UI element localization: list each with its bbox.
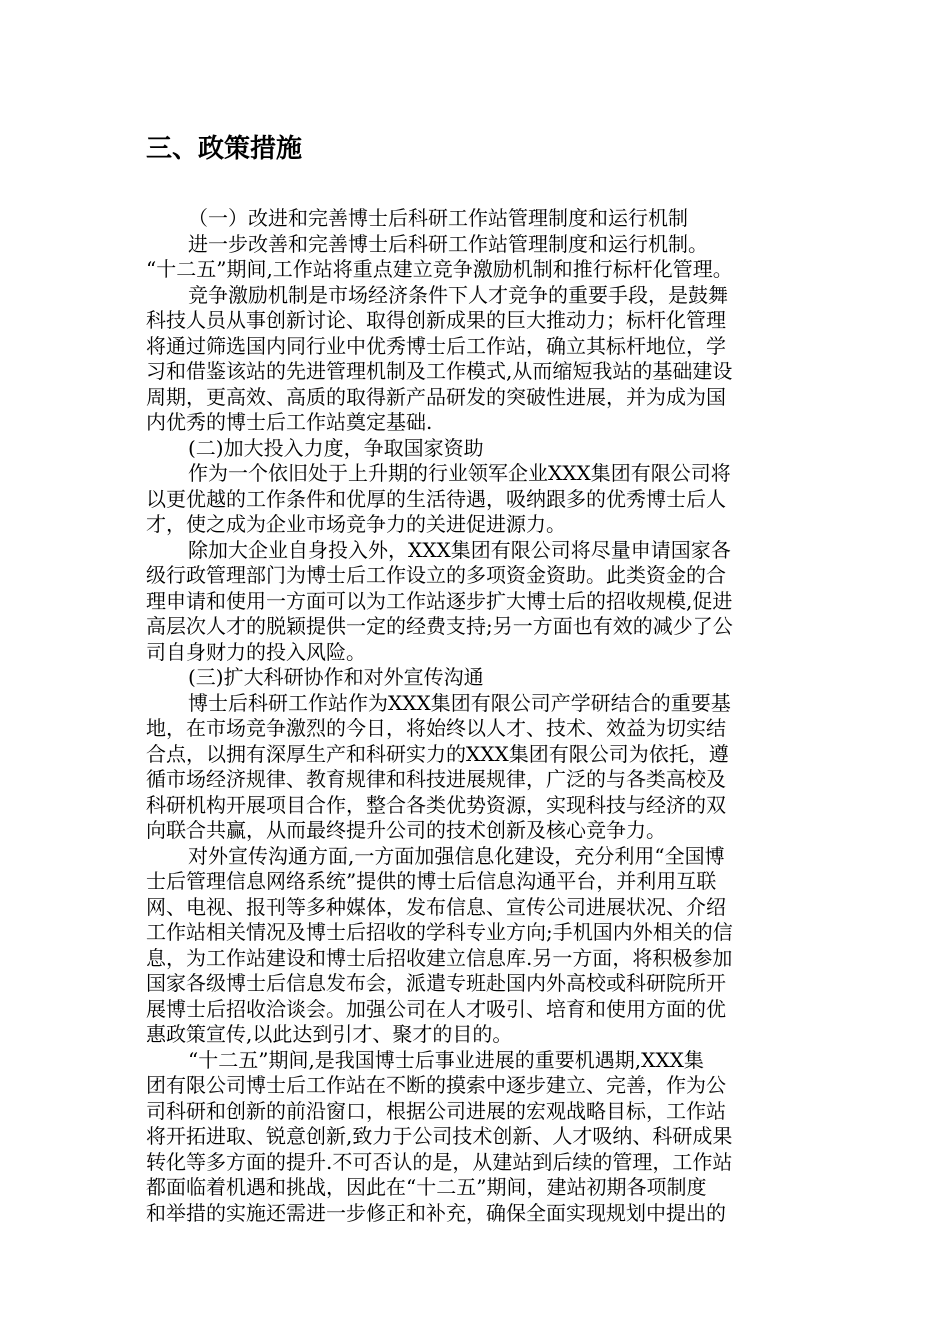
paragraph-line: 国家各级博士后信息发布会，派遣专班赴国内外高校或科研院所开	[146, 971, 726, 995]
paragraph-line: 周期，更高效、高质的取得新产品研发的突破性进展，并为成为国	[146, 384, 726, 409]
paragraph-line: 息，为工作站建设和博士后招收建立信息库.另一方面，将积极参加	[146, 945, 733, 970]
paragraph-line: 对外宣传沟通方面,一方面加强信息化建设，充分利用“全国博	[188, 843, 725, 868]
paragraph-line: 司自身财力的投入风险。	[146, 639, 366, 664]
paragraph-line: 进一步改善和完善博士后科研工作站管理制度和运行机制。	[188, 231, 708, 256]
section-heading: 三、政策措施	[146, 134, 303, 164]
paragraph-line: 科研机构开展项目合作，整合各类优势资源，实现科技与经济的双	[146, 792, 726, 817]
paragraph-line: 以更优越的工作条件和优厚的生活待遇，吸纳跟多的优秀博士后人	[146, 486, 726, 511]
subsection-heading-3: (三)扩大科研协作和对外宣传沟通	[188, 665, 484, 689]
paragraph-line: 除加大企业自身投入外，XXX集团有限公司将尽量申请国家各	[188, 537, 731, 562]
paragraph-line: 向联合共赢，从而最终提升公司的技术创新及核心竞争力。	[146, 818, 666, 842]
subsection-heading-2: (二)加大投入力度，争取国家资助	[188, 435, 484, 460]
paragraph-line: 将通过筛选国内同行业中优秀博士后工作站，确立其标杆地位，学	[146, 333, 726, 358]
paragraph-line: 展博士后招收洽谈会。加强公司在人才吸引、培育和使用方面的优	[146, 996, 726, 1021]
paragraph-line: 都面临着机遇和挑战，因此在“十二五”期间，建站初期各项制度	[146, 1175, 707, 1199]
paragraph-line: 合点，以拥有深厚生产和科研实力的XXX集团有限公司为依托，遵	[146, 741, 729, 766]
paragraph-line: “十二五”期间,是我国博士后事业进展的重要机遇期,XXX集	[188, 1047, 704, 1072]
paragraph-line: 循市场经济规律、教育规律和科技进展规律，广泛的与各类高校及	[146, 767, 726, 791]
paragraph-line: 作为一个依旧处于上升期的行业领军企业XXX集团有限公司将	[188, 461, 731, 485]
paragraph-line: 高层次人才的脱颖提供一定的经费支持;另一方面也有效的减少了公	[146, 614, 733, 638]
paragraph-line: 和举措的实施还需进一步修正和补充，确保全面实现规划中提出的	[146, 1200, 726, 1225]
paragraph-line: 网、电视、报刊等多种媒体，发布信息、宣传公司进展状况、介绍	[146, 894, 726, 919]
paragraph-line: 级行政管理部门为博士后工作设立的多项资金资助。此类资金的合	[146, 563, 726, 587]
paragraph-line: 将开拓进取、锐意创新,致力于公司技术创新、人才吸纳、科研成果	[146, 1124, 733, 1148]
body-text	[146, 206, 826, 1226]
paragraph-line: 团有限公司博士后工作站在不断的摸索中逐步建立、完善，作为公	[146, 1073, 726, 1097]
subsection-heading-1: （一）改进和完善博士后科研工作站管理制度和运行机制	[188, 206, 688, 230]
paragraph-line: 士后管理信息网络系统”提供的博士后信息沟通平台，并利用互联	[146, 869, 717, 893]
paragraph-line: 理申请和使用一方面可以为工作站逐步扩大博士后的招收规模,促进	[146, 588, 733, 613]
paragraph-line: 竞争激励机制是市场经济条件下人才竞争的重要手段，是鼓舞	[188, 282, 728, 307]
paragraph-line: 博士后科研工作站作为XXX集团有限公司产学研结合的重要基	[188, 690, 731, 715]
paragraph-line: 司科研和创新的前沿窗口，根据公司进展的宏观战略目标，工作站	[146, 1098, 726, 1123]
paragraph-line: 才，使之成为企业市场竞争力的关进促进源力。	[146, 512, 566, 536]
paragraph-line: “十二五”期间,工作站将重点建立竞争激励机制和推行标杆化管理。	[146, 257, 733, 281]
paragraph-line: 科技人员从事创新讨论、取得创新成果的巨大推动力；标杆化管理	[146, 308, 726, 332]
paragraph-line: 转化等多方面的提升.不可否认的是，从建站到后续的管理，工作站	[146, 1149, 733, 1174]
paragraph-line: 惠政策宣传,以此达到引才、聚才的目的。	[146, 1022, 513, 1046]
paragraph-line: 内优秀的博士后工作站奠定基础.	[146, 410, 433, 434]
paragraph-line: 地，在市场竞争激烈的今日，将始终以人才、技术、效益为切实结	[146, 716, 726, 740]
paragraph-line: 习和借鉴该站的先进管理机制及工作模式,从而缩短我站的基础建设	[146, 359, 733, 383]
paragraph-line: 工作站相关情况及博士后招收的学科专业方向;手机国内外相关的信	[146, 920, 733, 944]
